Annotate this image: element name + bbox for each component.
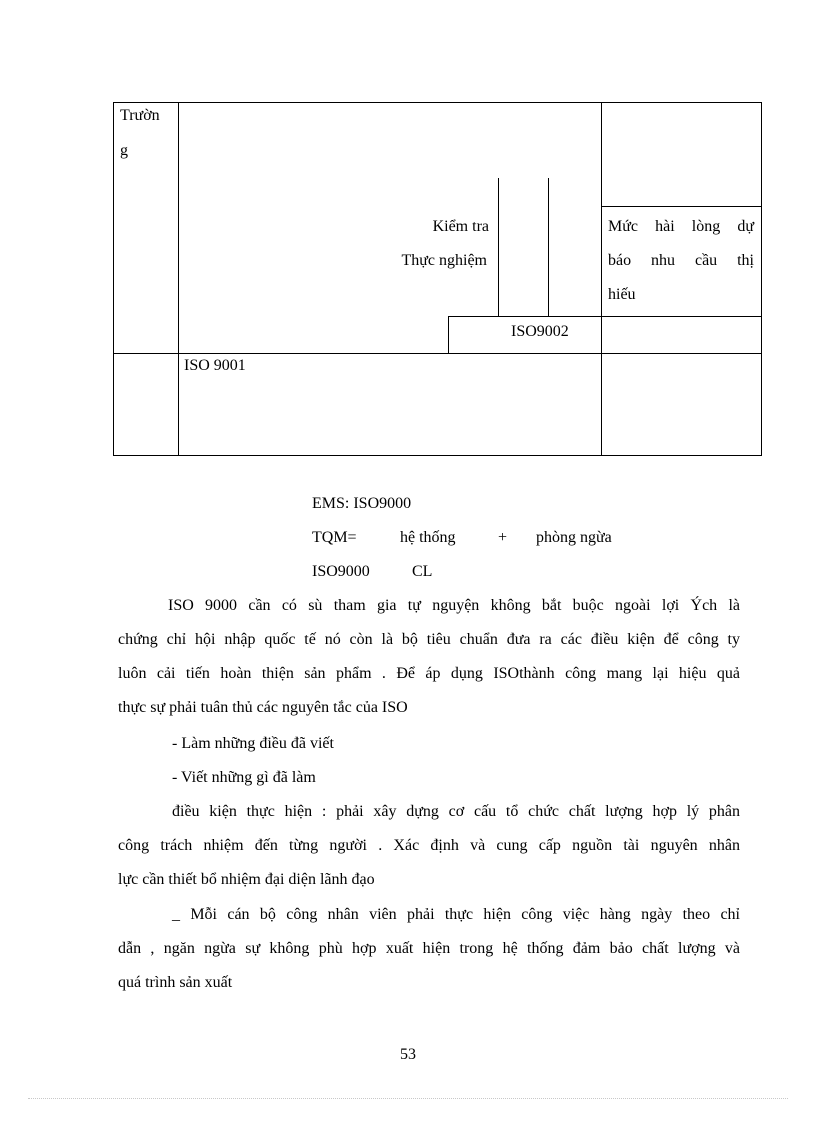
paragraph1-line3: luôn cải tiến hoàn thiện sản phẩm . Để áp dụng ISOthành công mang lại hiệu quả [118,665,740,682]
inner-bar-left [498,178,499,317]
paragraph2-line1: điều kiện thực hiện : phải xây dựng cơ cấu tổ chức chất lượng hợp lý phân [172,803,740,820]
muc-hai-long-line2: báo nhu cầu thị [608,252,754,269]
paragraph1-line4: thực sự phải tuân thủ các nguyên tắc của ISO [118,699,408,716]
phong-ngua-label: phòng ngừa [536,529,612,546]
cl-label: CL [412,563,433,580]
right-column-top-line [601,206,761,207]
thuc-nghiem-label: Thực nghiệm [401,252,487,269]
paragraph3-line2: dẫn , ngăn ngừa sự không phù hợp xuất hiện trong hệ thống đảm bảo chất lượng và [118,940,740,957]
iso9002-box-left [448,316,449,354]
paragraph3-line1: _ Mỗi cán bộ công nhân viên phải thực hiện công việc hàng ngày theo chỉ [172,906,740,923]
kiem-tra-label: Kiểm tra [432,218,489,235]
truong-label-line1: Trườn [120,107,160,124]
inner-bar-right [548,178,549,317]
iso9002-label: ISO9002 [511,323,569,340]
paragraph1-line2: chứng chỉ hội nhập quốc tế nó còn là bộ tiêu chuẩn đưa ra các điều kiện để công ty [118,631,740,648]
page-number: 53 [400,1046,416,1063]
paragraph3-line3: quá trình sản xuất [118,974,233,991]
muc-hai-long-line1: Mức hài lòng dự [608,218,754,235]
he-thong-label: hệ thống [400,529,456,546]
quality-diagram-table [113,102,762,456]
muc-hai-long-line3: hiếu [608,286,636,303]
paragraph2-line2: công trách nhiệm đến từng người . Xác định và cung cấp nguồn tài nguyên nhân [118,837,740,854]
iso9000-label: ISO9000 [312,563,370,580]
paragraph1-line1: ISO 9000 cần có sù tham gia tự nguyện không bắt buộc ngoài lợi Ých là [168,597,740,614]
plus-sign: + [498,529,508,546]
tqm-label: TQM= [312,529,357,546]
bullet-item-1: - Làm những điều đã viết [172,735,334,752]
footer-divider [28,1098,788,1099]
divider-right-column [601,103,602,455]
iso9002-box-top [448,316,761,317]
bullet-item-2: - Viết những gì đã làm [172,769,316,786]
ems-line: EMS: ISO9000 [312,495,412,512]
paragraph2-line3: lực cần thiết bổ nhiệm đại diện lãnh đạo [118,871,375,888]
divider-left-column [178,103,179,455]
truong-label-line2: g [120,142,128,159]
iso9001-label: ISO 9001 [184,357,246,374]
